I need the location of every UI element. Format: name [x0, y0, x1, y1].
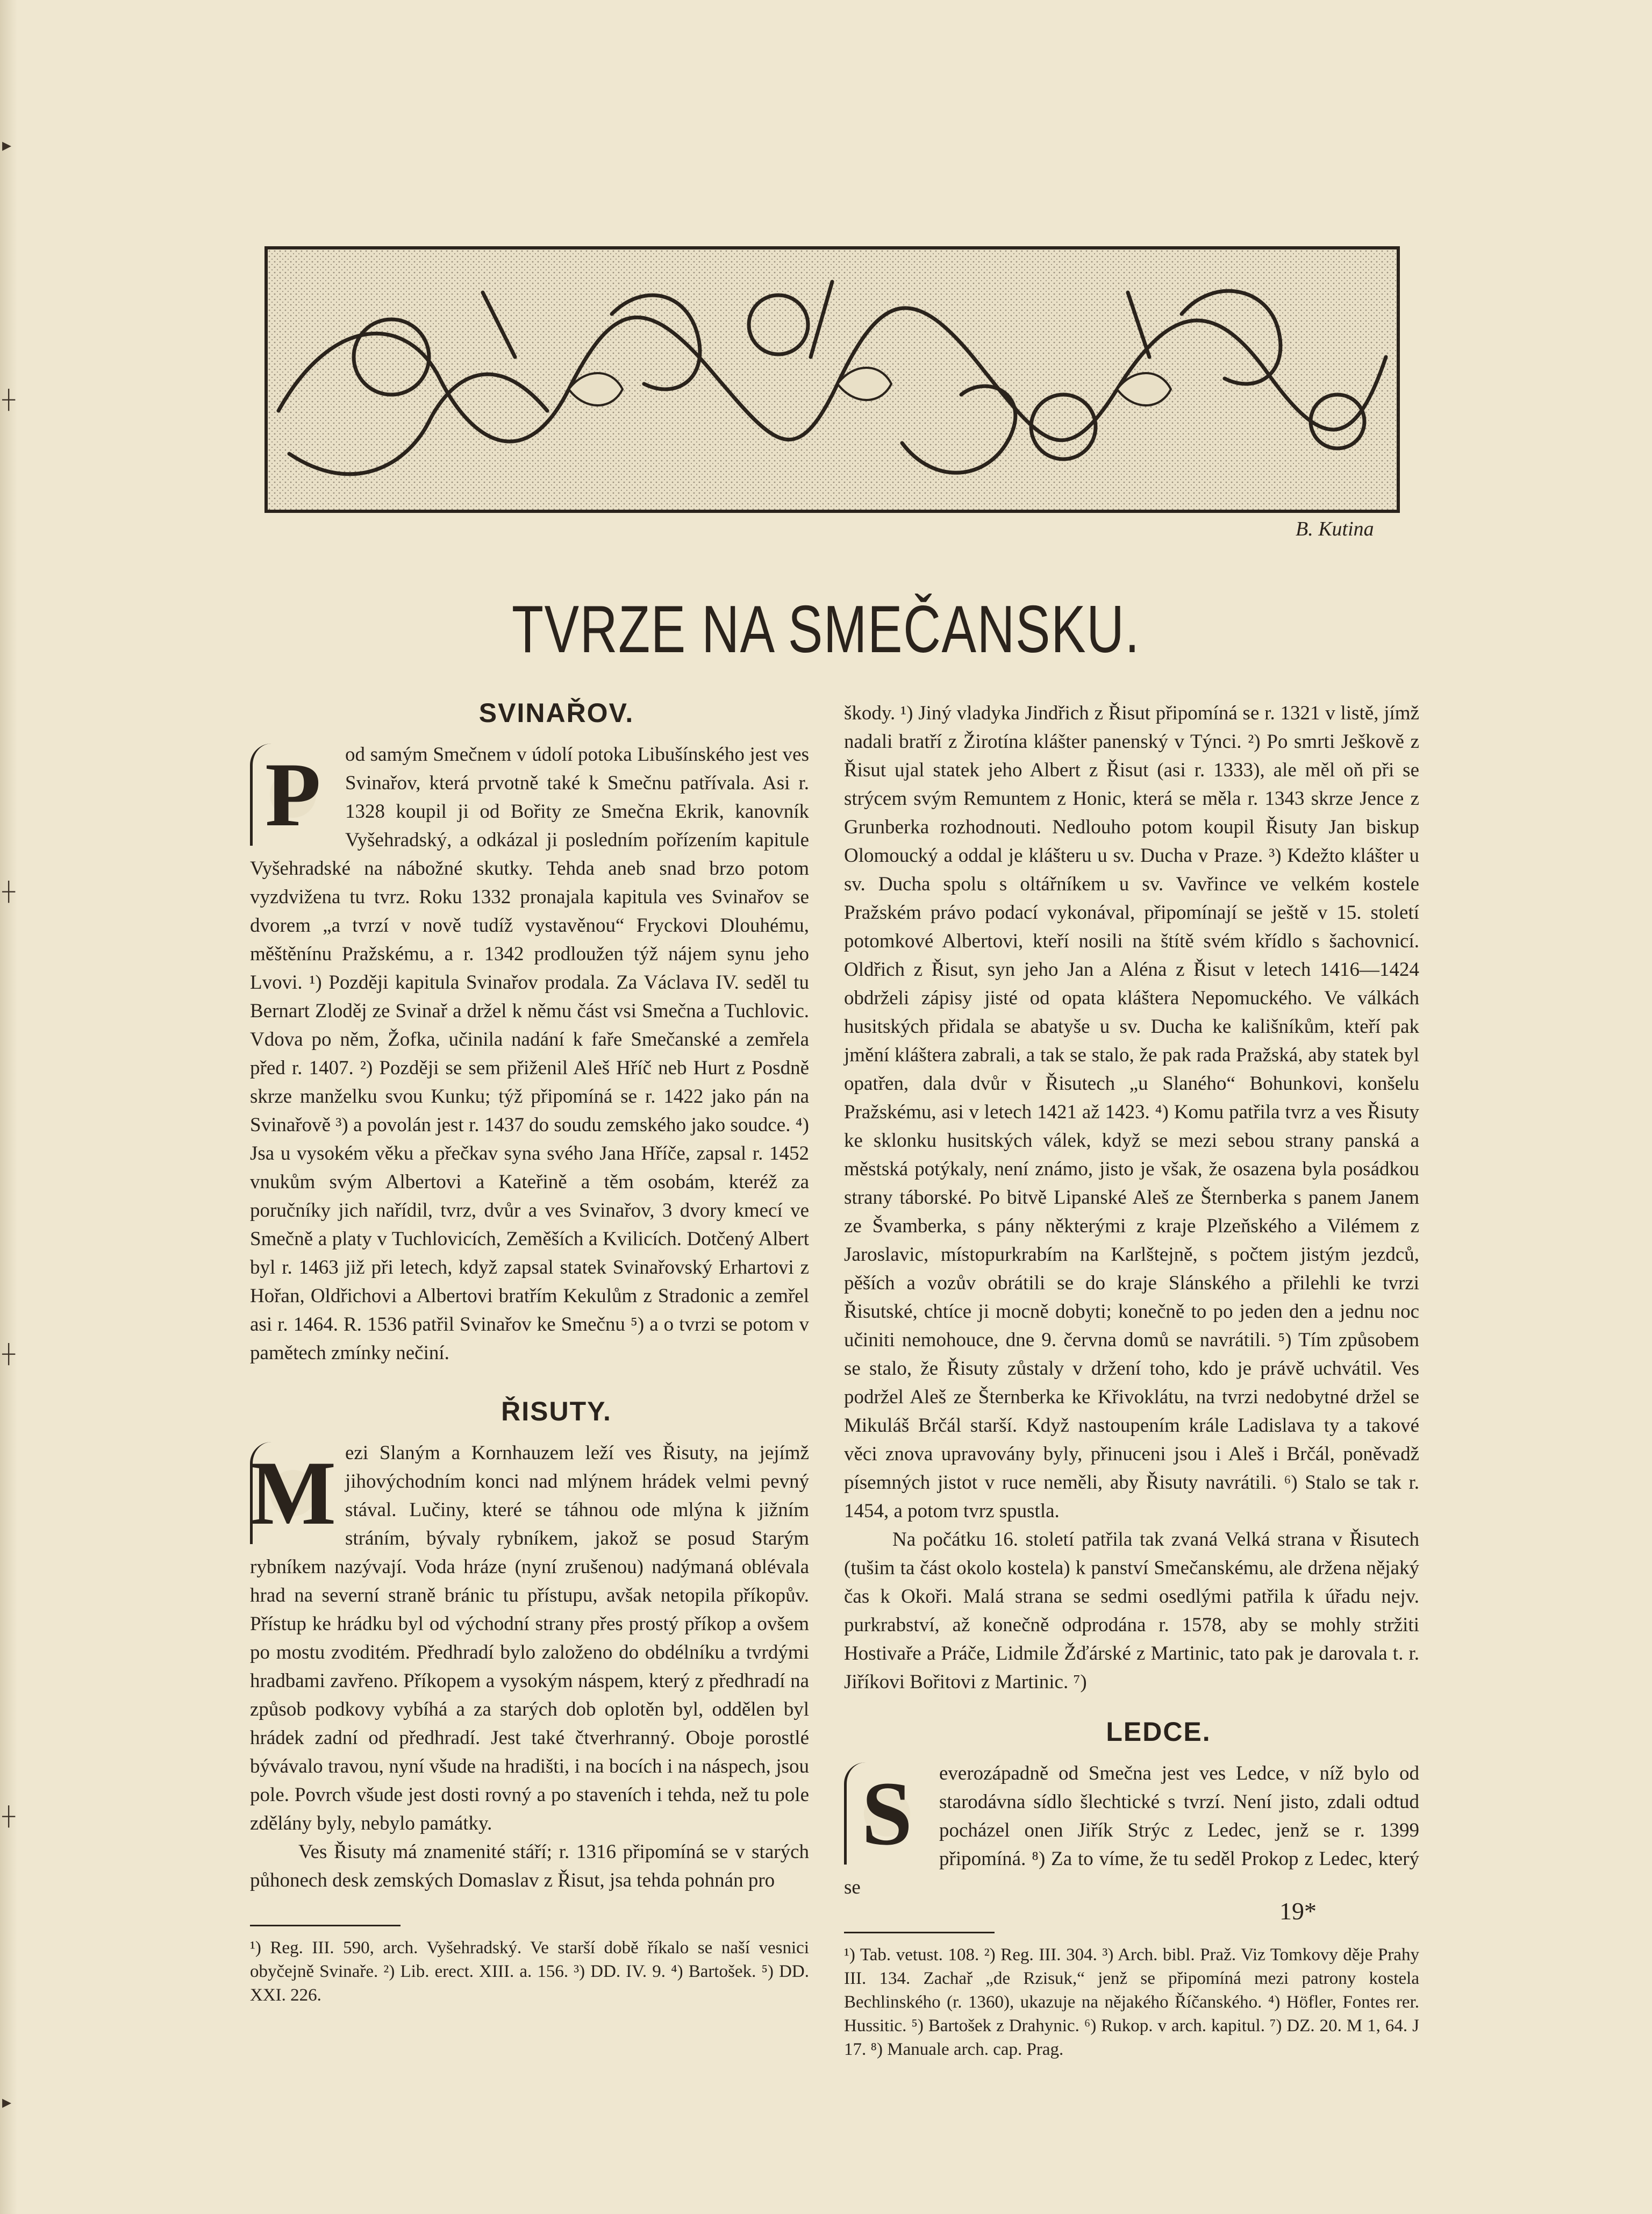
section-heading: LEDCE. — [1106, 1717, 1211, 1747]
margin-mark: ┼ — [2, 882, 16, 902]
left-column — [250, 699, 809, 2007]
section-heading: ŘISUTY. — [501, 1396, 612, 1426]
dropcap-letter: P — [250, 744, 333, 846]
footnotes: ¹) Tab. vetust. 108. ²) Reg. III. 304. ³) Arch. bibl. Praž. Viz Tomkovy děje Prahy III. 134. Zachař „de Rzisuk,“ jenž se připomíná mezi patrony kostela Bechlinského (r. 1360), ukazuje na nějakého Říčanského. ⁴) Höfler, Fontes rer. Hussitic. ⁵) Bartošek z Drahynic. ⁶) Rukop. v arch. kapitul. ⁷) DZ. 20. M 1, 64. J 17. ⁸) Manuale arch. cap. Prag. — [844, 1945, 1419, 2059]
footnote-rule — [250, 1925, 401, 1926]
section-text: ezi Slaným a Kornhauzem leží ves Řisuty, na jejímž jihovýchodním konci nad mlýnem hrádek velmi pevný stával. Lučiny, které se táhnou ode mlýna k jižním stráním, bývaly rybníkem, jakož se posud Starým rybníkem nazývají. Voda hráze (nyní zrušenou) nadýmaná oblévala hrad na severní straně bránic tu přístupu, avšak netopila příkopův. Přístup ke hrádku byl od východní strany přes prostý příkop a ovšem po mostu zvoditém. Předhradí bylo založeno do obdélníku a tvrdými hradbami zavřeno. Příkopem a vysokým náspem, který z předhradí na způsob podkovy vybíhá a za starých dob oplotěn byl, oddělen byl hrádek zadní od předhradí. Jest také čtverhranný. Oboje porostlé bývávalo travou, nyní všude na hradišti, i na bocích i na náspech, jsou pole. Povrch všude jest dosti rovný a po staveních i tehda, než tu pole zdělány byly, nebylo památky. — [250, 1442, 809, 1834]
section-svinarov — [250, 699, 809, 1367]
margin-mark: ┼ — [2, 1806, 16, 1826]
section-ledce — [844, 1718, 1419, 1902]
footnotes: ¹) Reg. III. 590, arch. Vyšehradský. Ve starší době říkalo se naší vesnici obyčejně Svinaře. ²) Lib. erect. XIII. a. 156. ³) DD. IV. 9. ⁴) Bartošek. ⁵) DD. XXI. 226. — [250, 1938, 809, 2005]
footnote-rule — [844, 1932, 995, 1933]
margin-mark: ┼ — [2, 390, 16, 410]
section-text: Ves Řisuty má znamenité stáří; r. 1316 připomíná se v starých půhonech desk zemských Domaslav z Řisut, jsa tehda pohnán pro — [250, 1841, 809, 1891]
right-column — [844, 699, 1419, 2061]
section-risuty — [250, 1397, 809, 1895]
page-title: TVRZE NA SMEČANSKU. — [511, 592, 1140, 667]
section-heading: SVINAŘOV. — [478, 698, 634, 728]
dropcap-letter: S — [844, 1762, 927, 1865]
section-text: everozápadně od Smečna jest ves Ledce, v níž bylo od starodávna sídlo šlechtické s tvrzí. Není jisto, zdali odtud pocházel onen Jiřík Strýc z Ledec, jenž se r. 1399 připomíná. ⁸) Za to víme, že tu seděl Prokop z Ledec, který se — [844, 1762, 1419, 1898]
section-text: škody. ¹) Jiný vladyka Jindřich z Řisut připomíná se r. 1321 v listě, jímž nadali bratří z Žirotína klášter panenský v Týnci. ²) Po smrti Ješkově z Řisut ujal statek jeho Albert z Řisut (asi r. 1333), ale měl oň při se strýcem svým Remuntem z Honic, která se měla r. 1343 skrze Jence z Grunberka rozhodnouti. Nedlouho potom koupil Řisuty Jan biskup Olomoucký a oddal je klášteru u sv. Ducha v Praze. ³) Kdežto klášter u sv. Ducha spolu s oltářníkem u sv. Vavřince ve velkém kostele Pražském právo podací vykonával, připomínají se ještě v 15. století potomkové Albertovi, kteří nosili na štítě svém křídlo s šachovnicí. Oldřich z Řisut, syn jeho Jan a Aléna z Řisut v letech 1416—1424 obdrželi zápisy jisté od opata kláštera Nepomuckého. Ve válkách husitských přidala se abatyše u sv. Ducha ke kališníkům, kteří pak jmění kláštera zabrali, a tak se stalo, že pak rada Pražská, aby statek byl opatřen, dala dvůr v Řisutech „u Slaného“ Bohunkovi, konšelu Pražskému, asi v letech 1421 až 1423. ⁴) Komu patřila tvrz a ves Řisuty ke sklonku husitských válek, když se mezi sebou strany panská a městská potýkaly, není známo, jisto je však, že osazena byla posádkou strany táborské. Po bitvě Lipanské Aleš ze Šternberka s panem Janem ze Švamberka, s pány některými z kraje Plzeňského a Vilémem z Jaroslavic, místopurkrabím na Karlštejně, s počtem jistým jezdců, pěších a vozův obrátili se do kraje Slánského a přilehli ke tvrzi Řisutské, chtíce ji mocně dobyti; konečně to po jeden den a jednu noc učiniti nemohouce, dne 9. června domů se navrátili. ⁵) Tím způsobem se stalo, že Řisuty zůstaly v držení toho, kdo je právě uchvátil. Ves podržel Aleš ze Šternberka ke Křivoklátu, na tvrzi nedobytné držel se Mikuláš Brčál starší. Když nastoupením krále Ladislava ty a takové věci znova upravovány byly, přinuceni jsou i Aleš i Brčál, poněvadž písemných jistot v ruce neměli, aby Řisuty navrátili. ⁶) Stalo se tak r. 1454, a potom tvrz spustla. — [844, 702, 1419, 1522]
ornament-illustration — [268, 249, 1397, 510]
section-text: Na počátku 16. století patřila tak zvaná Velká strana v Řisutech (tušim ta část okolo kostela) k panství Smečanskému, ale držena nějaký čas k Okoři. Malá strana se sedmi osedlými patřila k úřadu nejv. purkrabství, až konečně odprodána r. 1578, aby se mohly stržiti Hostivaře a Práče, Lidmile Žďárské z Martinic, tato pak je darovala t. r. Jiříkovi Bořitovi z Martinic. ⁷) — [844, 1529, 1419, 1693]
page-edge — [0, 0, 17, 2214]
margin-mark: ▸ — [2, 2092, 12, 2112]
margin-mark: ┼ — [2, 1344, 16, 1364]
dropcap-letter: M — [249, 1442, 337, 1544]
page-number: 19* — [1279, 1897, 1317, 1925]
margin-mark: ▸ — [2, 135, 12, 155]
artist-signature: B. Kutina — [1296, 518, 1374, 540]
ornamental-banner — [264, 246, 1400, 513]
section-text: od samým Smečnem v údolí potoka Libušínského jest ves Svinařov, která prvotně také k Smečnu patřívala. Asi r. 1328 koupil ji od Bořity ze Smečna Ekrik, kanovník Vyšehradský, a odkázal ji posledním pořízením kapitule Vyšehradské na nábožné skutky. Tehda aneb snad brzo potom vyzdvižena tu tvrz. Roku 1332 pronajala kapitula ves Svinařov se dvorem „a tvrzí v nově tudíž vystavěnou“ Fryckovi Dlouhému, měštěnínu Pražskému, a r. 1342 prodloužen týž nájem synu jeho Lvovi. ¹) Později kapitula Svinařov prodala. Za Václava IV. seděl tu Bernart Zloděj ze Svinař a držel k němu část vsi Smečna a Tuchlovic. Vdova po něm, Žofka, učinila nadání k faře Smečanské a zemřela před r. 1407. ²) Později se sem přiženil Aleš Hříč neb Hurt z Posdně skrze manželku svou Kunku; týž připomíná se r. 1422 jako pán na Svinařově ³) a povolán jest r. 1437 do soudu zemského jako soudce. ⁴) Jsa u vysokém věku a přečkav syna svého Jana Hříče, zapsal r. 1452 vnukům svým Albertovi a Kateřině a těm osobám, kteréž za poručníky jich nařídil, tvrz, dvůr a ves Svinařov, 3 dvory kmecí ve Smečně a platy v Tuchlovicích, Zeměších a Kvilicích. Dotčený Albert byl r. 1463 již při letech, když zapsal statek Svinařovský Erhartovi z Hořan, Oldřichovi a Albertovi bratřím Kekulům z Stradonic a zemřel asi r. 1464. R. 1536 patřil Svinařov ke Smečnu ⁵) a o tvrzi se potom v pamětech zmínky nečiní. — [250, 744, 809, 1364]
